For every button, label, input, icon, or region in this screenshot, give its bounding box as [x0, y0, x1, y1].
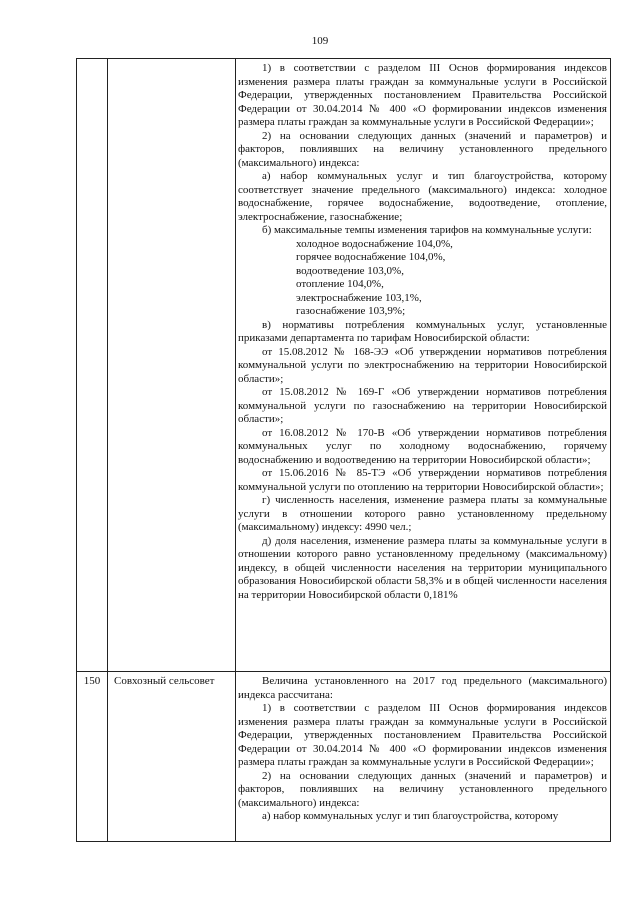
paragraph: от 15.08.2012 № 168-ЭЭ «Об утверждении нормативов потребления коммунальной услуги по электроснабжению на территории Новосибирской области»; — [238, 345, 607, 385]
tariff-item: отопление 104,0%, — [296, 278, 384, 290]
paragraph: 2) на основании следующих данных (значений и параметров) и факторов, повлиявших на величину установленного предельного (максимального) индекса: — [238, 129, 607, 169]
document-table — [76, 58, 611, 842]
row-divider — [77, 671, 610, 672]
paragraph: 1) в соответствии с разделом III Основ формирования индексов изменения размера платы граждан за коммунальные услуги в Российской Федерации, утвержденных постановлением Правительства Российской Федерации от 30.04.2014 № 400 «О формировании индексов изменения размера платы граждан за коммунальные услуги в Российской Федерации»; — [238, 702, 607, 768]
tariff-item: газоснабжение 103,9%; — [296, 305, 406, 317]
paragraph: от 15.06.2016 № 85-ТЭ «Об утверждении нормативов потребления коммунальной услуги по отоплению на территории Новосибирской области»; — [238, 467, 607, 493]
tariff-item: электроснабжение 103,1%, — [296, 291, 422, 304]
paragraph: от 16.08.2012 № 170-В «Об утверждении нормативов потребления коммунальных услуг по холодному водоснабжению, горячему водоснабжению и водоотведению на территории Новосибирской области»; — [238, 426, 607, 466]
paragraph: г) численность населения, изменение размера платы за коммунальные услуги в отношении которого равно установленному предельному (максимальному) индексу: 4990 чел.; — [238, 494, 607, 533]
paragraph: в) нормативы потребления коммунальных услуг, установленные приказами департамента по тарифам Новосибирской области: — [238, 318, 607, 344]
paragraph: а) набор коммунальных услуг и тип благоустройства, которому соответствует значение предельного (максимального) индекса: холодное водоснабжение, горячее водоснабжение, водоотведение, отопление, электроснабжение, газоснабжение; — [238, 170, 607, 223]
paragraph: от 15.08.2012 № 169-Г «Об утверждении нормативов потребления коммунальной услуги по газоснабжению на территории Новосибирской области»; — [238, 386, 607, 425]
row-content — [238, 62, 607, 602]
paragraph: 2) на основании следующих данных (значений и параметров) и факторов, повлиявших на величину установленного предельного (максимального) индекса: — [238, 769, 607, 809]
paragraph: 1) в соответствии с разделом III Основ формирования индексов изменения размера платы граждан за коммунальные услуги в Российской Федерации, утвержденных постановлением Правительства Российской Федерации от 30.04.2014 № 400 «О формировании индексов изменения размера платы граждан за коммунальные услуги в Российской Федерации»; — [238, 62, 607, 128]
paragraph: б) максимальные темпы изменения тарифов на коммунальные услуги: — [262, 224, 592, 236]
paragraph: д) доля населения, изменение размера платы за коммунальные услуги в отношении которого равно установленному предельному (максимальному) индексу, в общей численности населения на территории муниципального образования Новосибирской области 58,3% и в общей численности населения на территории Новосибирской области 0,181% — [238, 534, 607, 601]
row-name: Совхозный сельсовет — [114, 675, 215, 687]
page-number: 109 — [311, 35, 329, 47]
column-divider — [107, 59, 108, 841]
paragraph: а) набор коммунальных услуг и тип благоустройства, которому — [262, 810, 559, 822]
tariff-item: горячее водоснабжение 104,0%, — [296, 251, 446, 263]
row-number: 150 — [83, 675, 101, 687]
paragraph: Величина установленного на 2017 год предельного (максимального) индекса рассчитана: — [238, 675, 607, 701]
tariff-item: водоотведение 103,0%, — [296, 264, 404, 277]
row-content — [238, 675, 607, 824]
column-divider — [235, 59, 236, 841]
tariff-item: холодное водоснабжение 104,0%, — [296, 237, 453, 250]
